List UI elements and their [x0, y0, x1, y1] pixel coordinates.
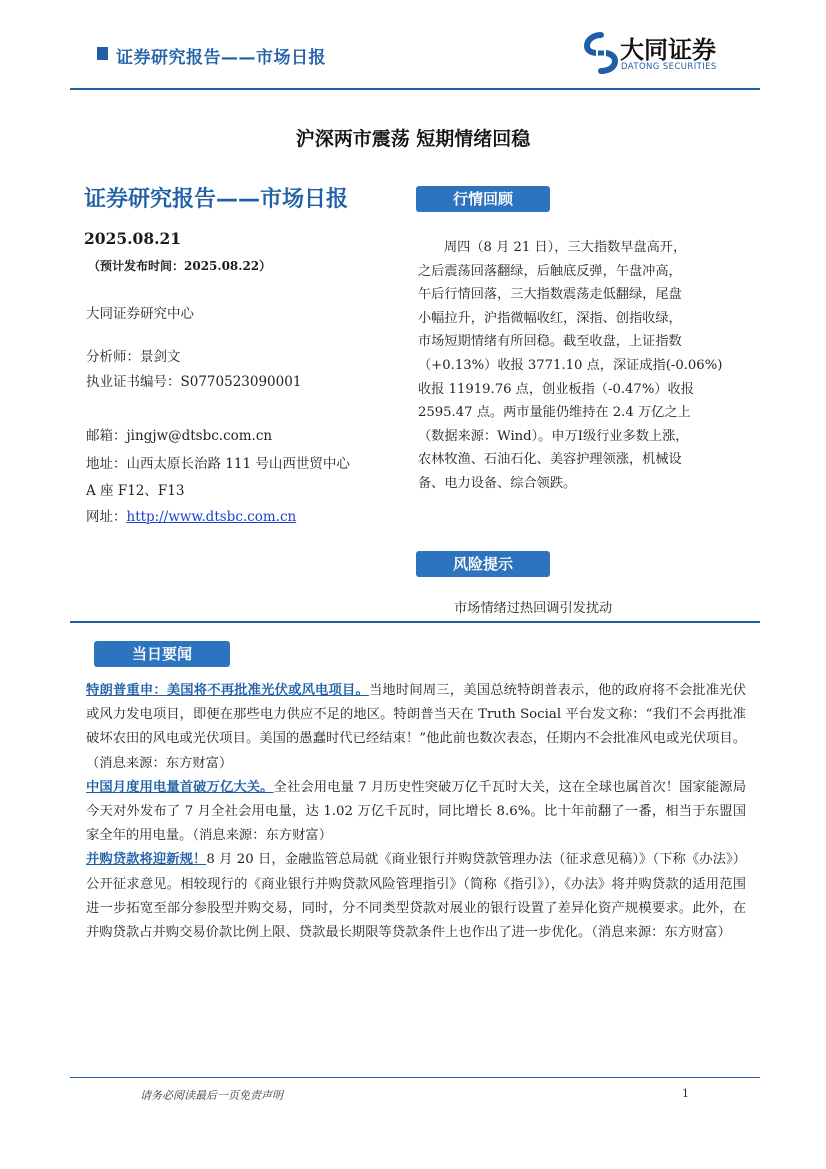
email-address: 邮箱：jingjw@dtsbc.com.cn — [86, 428, 273, 444]
logo-name-cn: 大同证券 — [620, 36, 716, 64]
news-body: 当地时间周三，美国总统特朗普表示，他的政府将不会批准光伏或风力发电项目，即便在那些电力供应不足的地区。特朗普当天在 Truth Social 平台发文称：“我们不会再批准破坏农田的风电或光伏项目。美国的愚蠢时代已经结束！”他此前也数次表态，任期内不会批准风电或光伏项目。（消息来源：东方财富） — [86, 683, 747, 771]
research-center: 大同证券研究中心 — [86, 306, 194, 322]
publish-time: （预计发布时间：2025.08.22） — [88, 259, 272, 273]
footer-divider — [70, 1077, 760, 1078]
logo-emblem-icon — [584, 32, 618, 74]
report-type-title: 证券研究报告——市场日报 — [84, 187, 349, 212]
certificate-number: 执业证书编号：S0770523090001 — [86, 374, 302, 390]
news-item — [86, 848, 746, 945]
market-line: 周四（8 月 21 日），三大指数早盘高开， — [444, 240, 687, 255]
risk-warning-text: 市场情绪过热回调引发扰动 — [454, 601, 613, 616]
website-row — [86, 505, 296, 525]
news-item — [86, 776, 746, 849]
market-line: 午后行情回落，三大指数震荡走低翻绿，尾盘 — [418, 287, 682, 303]
header-divider — [70, 88, 760, 90]
news-body: 8 月 20 日，金融监管总局就《商业银行并购贷款管理办法（征求意见稿）》（下称《办法》）公开征求意见。相较现行的《商业银行并购贷款风险管理指引》（简称《指引》），《办法》将并购贷款的适用范围进一步拓宽至部分参股型并购交易，同时，分不同类型贷款对展业的银行设置了差异化资产规模要求。此外，在并购贷款占并购交易价款比例上限、贷款最长期限等贷款条件上也作出了进一步优化。（消息来源：东方财富） — [86, 852, 747, 941]
section-divider — [70, 621, 760, 623]
header-title: 证券研究报告——市场日报 — [116, 48, 326, 68]
report-date: 2025.08.21 — [84, 229, 182, 248]
news-item — [86, 679, 746, 776]
website-link[interactable]: http://www.dtsbc.com.cn — [126, 509, 297, 525]
section-tab-risk-warning: 风险提示 — [416, 551, 550, 577]
news-body: 全社会用电量 7 月历史性突破万亿千瓦时大关，这在全球也属首次！国家能源局今天对外发布了 7 月全社会用电量，达 1.02 万亿千瓦时，同比增长 8.6%。比十年前翻了一番，相当于东盟国家全年的用电量。（消息来源：东方财富） — [86, 779, 747, 844]
market-line: 备、电力设备、综合领跌。 — [418, 475, 577, 491]
section-tab-daily-news: 当日要闻 — [94, 641, 230, 667]
logo-name-en: DATONG SECURITIES — [621, 62, 717, 72]
company-logo — [584, 30, 764, 78]
news-headline[interactable]: 特朗普重申：美国将不再批准光伏或风电项目。 — [86, 683, 369, 698]
disclaimer-note: 请务必阅读最后一页免责声明 — [140, 1089, 283, 1102]
news-headline[interactable]: 中国月度用电量首破万亿大关。 — [86, 779, 274, 795]
news-list — [86, 679, 746, 945]
website-label: 网址： — [86, 509, 127, 525]
market-review-text — [418, 236, 756, 496]
market-line: 2595.47 点。两市量能仍维持在 2.4 万亿之上 — [418, 405, 691, 421]
market-line: 之后震荡回落翻绿，后触底反弹，午盘冲高， — [418, 263, 682, 279]
section-tab-market-review: 行情回顾 — [416, 186, 550, 212]
market-line: 小幅拉升，沪指微幅收红，深指、创指收绿， — [418, 310, 682, 326]
page-number: 1 — [682, 1087, 689, 1100]
market-line: 收报 11919.76 点，创业板指（-0.47%）收报 — [418, 381, 694, 397]
postal-address: 地址：山西太原长治路 111 号山西世贸中心 — [86, 456, 350, 472]
market-line: 市场短期情绪有所回稳。截至收盘，上证指数 — [418, 334, 682, 350]
market-line: （数据来源：Wind）。申万Ⅰ级行业多数上涨， — [418, 428, 689, 444]
postal-address-line-2: A 座 F12、F13 — [86, 483, 185, 499]
document-title: 沪深两市震荡 短期情绪回稳 — [295, 128, 531, 150]
news-headline[interactable]: 并购贷款将迎新规！ — [86, 852, 207, 868]
market-line: 农林牧渔、石油石化、美容护理领涨，机械设 — [418, 452, 682, 468]
market-line: （+0.13%）收报 3771.10 点，深证成指(-0.06%) — [418, 357, 723, 373]
analyst-name: 分析师：景剑文 — [86, 349, 181, 365]
header-square-mark — [97, 47, 108, 60]
